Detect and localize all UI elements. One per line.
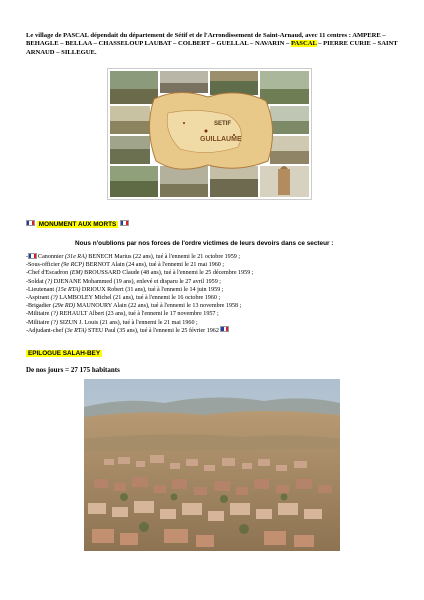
french-flag-icon [26,220,35,226]
victim-entry: -Aspirant (?) LAMBOLEY Michel (21 ans), tué à l'ennemi le 16 octobre 1960 ; [26,295,221,302]
remember-statement: Nous n'oublions par nos forces de l'ordre victimes de leurs devoirs dans ce secteur : [75,240,334,247]
monument-heading [26,221,129,228]
map-sublabel: GUILLAUME [200,136,242,143]
victim-entry: -Lieutenant (15e RTA) DRIOUX Robert (31 ans), tué à l'ennemi le 14 juin 1959 ; [26,286,224,293]
map-label: SETIF [214,121,232,127]
victim-entry: -Chef d'Escadron (EM) BROUSSARD Claude (48 ans), tué à l'ennemi le 25 décembre 1959 ; [26,270,254,277]
intro-paragraph [26,32,402,57]
monument-title: MONUMENT AUX MORTS [38,221,117,228]
epilogue-title: EPILOGUE SALAH-BEY [28,350,101,357]
victims-list [26,253,406,335]
population-statement: De nos jours = 27 175 habitants [26,366,120,374]
intro-highlight: PASCAL [291,40,317,48]
victim-entry: - Canonnier (31e RA) BENECH Marius (22 ans), tué à l'ennemi le 21 octobre 1959 ; [26,254,241,260]
victim-entry: -Militaire (?) SIZUN J. Louis (21 ans), tué à l'ennemi le 21 mai 1960 ; [26,319,198,326]
victim-entry: -Adjudant-chef (3e RTA) STEU Paul (35 ans), tué à l'ennemi le 25 février 1962 [26,327,406,335]
aerial-town-photo [84,379,340,551]
victim-entry: -Soldat (?) DJENANE Mohammed (19 ans), enlevé et disparu le 27 avril 1959 ; [26,278,221,285]
epilogue-heading [26,350,102,357]
french-flag-icon [220,326,229,332]
intro-text-after: – PIERRE CURIE – SAINT ARNAUD – SILLEGUE. [26,40,398,56]
french-flag-icon [28,253,37,259]
victim-entry: -Sous-officier (9e RCP) BERNOT Alain (24 ans), tué à l'ennemi le 21 mai 1960 ; [26,262,225,269]
victim-entry: -Brigadier (29e RD) MAUNOURY Alain (22 ans), tué à l'ennemi le 13 novembre 1958 ; [26,303,242,310]
intro-text-before: Le village de PASCAL dépendait du département de Sétif et de l'Arrondissement de Saint-Arnaud, avec 11 centres : AMPERE – BEHAGLE – BELLAA – CHASSELOUP LAUBAT – COLBERT – GUELLAL – NAVARIN – [26,32,386,48]
victim-entry: -Militaire (?) REHAULT Albert (23 ans), tué à l'ennemi le 17 novembre 1957 ; [26,311,219,318]
postcard-collage-image [107,68,312,200]
french-flag-icon [120,220,129,226]
